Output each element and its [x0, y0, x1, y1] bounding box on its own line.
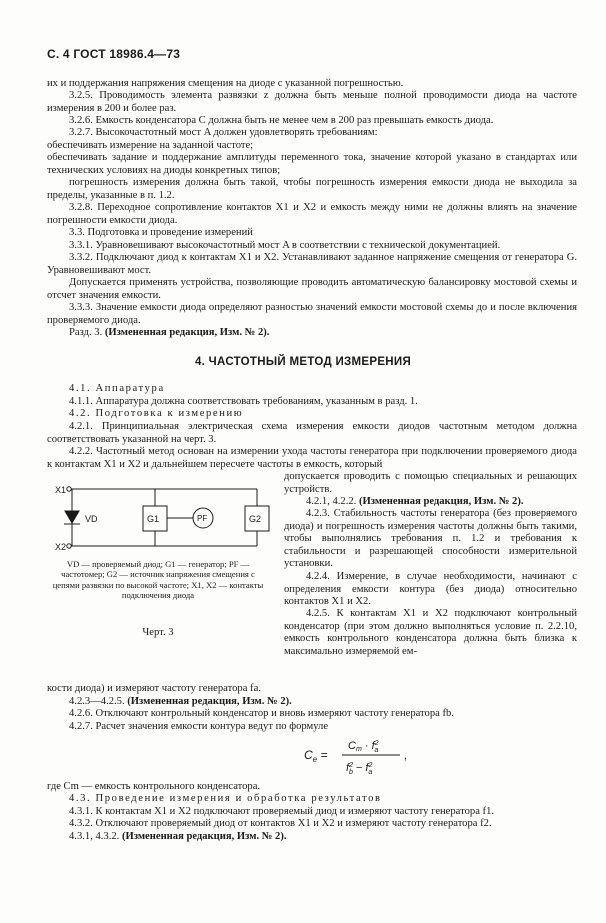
amendment-ref: 4.3.1, 4.3.2.	[69, 831, 122, 842]
paragraph: обеспечивать измерение на заданной частоте;	[47, 140, 254, 151]
label-x2: X2	[55, 542, 67, 552]
amendment-label: (Измененная редакция, Изм. № 2).	[358, 496, 524, 507]
figure-title: Черт. 3	[142, 627, 174, 638]
amendment-label: (Измененная редакция, Изм. № 2).	[104, 327, 270, 338]
paragraph: кости диода) и измеряют частоту генератора fa.	[47, 683, 261, 694]
label-g2: G2	[249, 514, 262, 524]
paragraph: обеспечивать задание и поддержание амплитуды переменного тока, значение которой указано в стандартах или технических условиях на диоды конкретных типов;	[47, 152, 577, 176]
label-g1: G1	[147, 514, 160, 524]
paragraph: 4.2.5. К контактам X1 и X2 подключают контрольный конденсатор (при этом должно выполняться условие п. 2.2.10, емкость контрольного конденсатора должна быть близка к максимально измеряемой ем-	[284, 608, 577, 657]
paragraph: 4.2.1. Принципиальная электрическая схема измерения емкости диодов частотным методом должна соответствовать указанной на черт. 3.	[47, 421, 577, 445]
paragraph: допускается проводить с помощью специальных и решающих устройств.	[284, 471, 577, 495]
formula-denominator: $f^2$ $b - f^2$ a	[346, 762, 373, 776]
paragraph: 3.2.8. Переходное сопротивление контактов X1 и X2 и емкость между ними не должны влиять на значение погрешности емкости диода.	[47, 202, 577, 226]
amendment-label: (Измененная редакция, Изм. № 2).	[121, 831, 287, 842]
paragraph: 4.2.7. Расчет значения емкости контура ведут по формуле	[69, 721, 329, 732]
paragraph: 4.2.6. Отключают контрольный конденсатор и вновь измеряют частоту генератора fb.	[69, 708, 454, 719]
amendment-label: (Измененная редакция, Изм. № 2).	[127, 696, 292, 707]
formula-numerator: $Cm \cdot f^2$ a	[348, 740, 379, 754]
subsection-heading: 4.3. Проведение измерения и обработка результатов	[69, 793, 382, 804]
figure-caption: VD — проверяемый диод; G1 — генератор; PF — частотомер; G2 — источник напряжения смещения с цепями развязки по высокой частоте; X1, X2 — контакты подключения диода	[52, 559, 264, 601]
amendment-note	[284, 496, 577, 509]
paragraph: 3.2.5. Проводимость элемента развязки z должна быть меньше полной проводимости диода на частоте измерения в 200 и более раз.	[47, 90, 577, 114]
amendment-ref: 4.2.1, 4.2.2.	[306, 496, 359, 507]
subsection-heading: 3.3. Подготовка и проведение измерений	[69, 227, 253, 238]
paragraph: Допускается применять устройства, позволяющие проводить автоматическую балансировку мостовой схемы и отсчет значения емкости.	[47, 277, 577, 301]
amendment-ref: 4.2.3—4.2.5.	[69, 696, 128, 707]
paragraph: 3.3.2. Подключают диод к контактам X1 и X2. Устанавливают заданное напряжение смещения от генератора G. Уравновешивают мост.	[47, 252, 577, 276]
page-header: С. 4 ГОСТ 18986.4—73	[47, 47, 181, 61]
paragraph: где Cm — емкость контрольного конденсатора.	[47, 781, 261, 792]
paragraph: 3.2.6. Емкость конденсатора C должна быть не менее чем в 200 раз превышать емкость диода.	[69, 115, 494, 126]
paragraph: 3.3.1. Уравновешивают высокочастотный мост A в соответствии с технической документацией.	[69, 240, 501, 251]
formula-lhs: $C_e$ =	[304, 748, 328, 764]
subsection-heading: 4.2. Подготовка к измерению	[69, 408, 244, 419]
paragraph: 4.3.2. Отключают проверяемый диод от контактов X1 и X2 и измеряют частоту генератора f2.	[69, 818, 492, 829]
formula	[300, 733, 440, 777]
label-x1: X1	[55, 485, 67, 495]
paragraph: 3.3.3. Значение емкости диода определяют разностью значений емкости мостовой схемы до и после включения проверяемого диода.	[47, 302, 577, 326]
paragraph: их и поддержания напряжения смещения на диоде с указанной погрешностью.	[47, 78, 404, 89]
paragraph: погрешность измерения должна быть такой, чтобы погрешность измерения емкости диода не выходила за пределы, указанные в п. 1.2.	[47, 177, 577, 201]
svg-text:,: ,	[404, 750, 408, 762]
paragraph: 4.1.1. Аппаратура должна соответствовать требованиям, указанным в разд. 1.	[69, 396, 418, 407]
section-title: 4. ЧАСТОТНЫЙ МЕТОД ИЗМЕРЕНИЯ	[194, 356, 412, 368]
paragraph: 3.2.7. Высокочастотный мост A должен удовлетворять требованиям:	[69, 127, 378, 138]
amendment-note	[47, 831, 577, 844]
paragraph: 4.2.2. Частотный метод основан на измерении ухода частоты генератора при подключении проверяемого диода к контактам X1 и X2 и дальнейшем пересчете частоты в емкость, который	[47, 446, 577, 470]
label-pf: PF	[197, 514, 208, 523]
label-vd: VD	[85, 514, 98, 524]
amendment-note	[47, 696, 577, 709]
subsection-heading: 4.1. Аппаратура	[69, 383, 165, 394]
paragraph: 4.2.4. Измерение, в случае необходимости, начинают с определения емкости контура (без диода) относительно контактов X1 и X2.	[284, 571, 577, 607]
amendment-note	[47, 327, 577, 340]
amendment-ref: Разд. 3.	[69, 327, 105, 338]
paragraph: 4.2.3. Стабильность частоты генератора (без проверяемого диода) и погрешность измерения частоты должны быть такими, чтобы выполнялись требования п. 1.2 и требования к стабильности и разрешающей способности измерительной установки.	[284, 508, 577, 569]
paragraph: 4.3.1. К контактам X1 и X2 подключают проверяемый диод и измеряют частоту генератора f1.	[69, 806, 495, 817]
